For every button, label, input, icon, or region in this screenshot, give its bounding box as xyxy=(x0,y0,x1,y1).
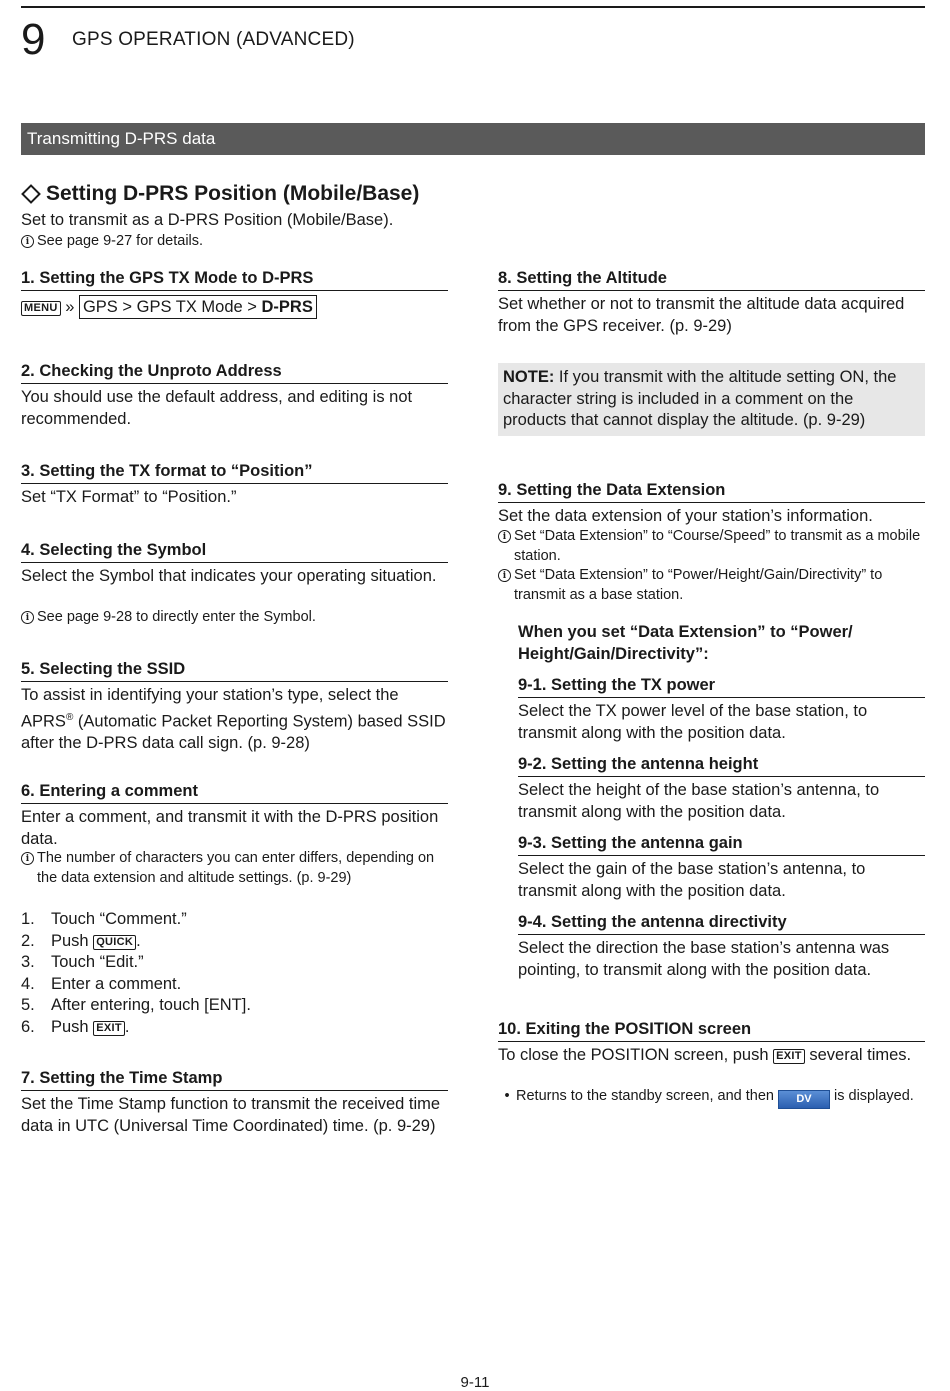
step-number: 1. xyxy=(21,910,35,928)
subsection-9-2-heading: 9-2. Setting the antenna height xyxy=(518,754,925,777)
step-text: Enter a comment. xyxy=(51,974,182,993)
info-icon xyxy=(21,235,34,248)
dv-mode-icon: DV xyxy=(778,1090,830,1109)
step-text-post: . xyxy=(136,931,141,950)
step-number: 6. xyxy=(21,1017,35,1036)
step-text-post: . xyxy=(124,1017,130,1036)
section-7-body: Set the Time Stamp function to transmit the received time data in UTC (Universal Time Coordinated) time. (p. 9-29) xyxy=(21,1095,441,1135)
step-text: Touch “Comment.” xyxy=(51,910,187,928)
top-rule xyxy=(21,6,925,8)
section-5-body xyxy=(21,685,448,754)
path-arrow: » xyxy=(65,298,75,316)
intro-text: Set to transmit as a D-PRS Position (Mobile/Base). xyxy=(21,211,394,229)
section-10-body-post: several times. xyxy=(804,1046,912,1064)
menu-path-prefix: GPS > GPS TX Mode > xyxy=(82,298,262,316)
list-item xyxy=(21,1017,448,1039)
menu-path-box xyxy=(79,295,317,319)
info-icon xyxy=(498,530,511,543)
subsection-9-4-heading: 9-4. Setting the antenna directivity xyxy=(518,912,925,935)
section-4-note-text: See page 9-28 to directly enter the Symbol. xyxy=(37,609,316,625)
section-10-bullet xyxy=(498,1087,925,1109)
page-title-text: Setting D-PRS Position (Mobile/Base) xyxy=(46,182,420,205)
section-5-body-b: (Automatic Packet Reporting System) based SSID after the D-PRS data call sign. (p. 9-28) xyxy=(21,712,446,752)
info-icon xyxy=(21,852,34,865)
section-2-body: You should use the default address, and editing is not recommended. xyxy=(21,388,413,428)
diamond-icon xyxy=(21,184,41,204)
section-banner xyxy=(21,123,925,155)
step-text-pre: Push xyxy=(51,1017,94,1036)
list-item xyxy=(21,952,448,974)
page-number: 9-11 xyxy=(460,1374,490,1391)
subsection-9-4-body: Select the direction the base station’s antenna was pointing, to transmit along with the position data. xyxy=(518,939,890,979)
section-9-heading: 9. Setting the Data Extension xyxy=(498,480,925,503)
section-9-note-1-text: Set “Data Extension” to “Course/Speed” to transmit as a mobile station. xyxy=(514,528,921,564)
exit-key: EXIT xyxy=(93,1021,125,1036)
section-8-heading: 8. Setting the Altitude xyxy=(498,268,925,291)
step-text xyxy=(51,1017,129,1039)
section-6-note xyxy=(21,849,448,888)
section-8-body: Set whether or not to transmit the altitude data acquired from the GPS receiver. (p. 9-29) xyxy=(498,295,905,335)
section-3-heading: 3. Setting the TX format to “Position” xyxy=(21,461,448,484)
step-number: 4. xyxy=(21,974,35,993)
subsection-9-3-heading: 9-3. Setting the antenna gain xyxy=(518,833,925,856)
section-7-heading: 7. Setting the Time Stamp xyxy=(21,1068,448,1091)
step-text-pre: Push xyxy=(51,931,94,950)
section-4-note xyxy=(21,608,448,628)
section-10-body-pre: To close the POSITION screen, push xyxy=(498,1046,774,1064)
section-9-note-2-text: Set “Data Extension” to “Power/Height/Gain/Directivity” to transmit as a base station. xyxy=(514,567,883,603)
section-6-heading: 6. Entering a comment xyxy=(21,781,448,804)
section-2-heading: 2. Checking the Unproto Address xyxy=(21,361,448,384)
subsection-9-2-body: Select the height of the base station’s antenna, to transmit along with the position data. xyxy=(518,781,880,821)
intro-note-text: See page 9-27 for details. xyxy=(37,233,204,249)
section-3-body: Set “TX Format” to “Position.” xyxy=(21,488,237,506)
bullet-dot: • xyxy=(504,1088,510,1104)
list-item xyxy=(21,909,448,931)
list-item xyxy=(21,995,448,1017)
section-5-body-a: To assist in identifying your station’s type, select the APRS xyxy=(21,686,399,730)
note-label: NOTE: xyxy=(503,368,555,386)
section-9-note-1 xyxy=(498,527,925,566)
banner-title: Transmitting D-PRS data xyxy=(27,129,216,148)
step-number: 5. xyxy=(21,996,35,1014)
chapter-title: GPS OPERATION (ADVANCED) xyxy=(72,29,355,50)
list-item xyxy=(21,931,448,953)
section-9-note-2 xyxy=(498,566,925,605)
section-10-body xyxy=(498,1045,925,1067)
section-6-note-text: The number of characters you can enter differs, depending on the data extension and altitude settings. (p. 9-29) xyxy=(37,850,435,886)
step-text: Touch “Edit.” xyxy=(51,953,144,971)
step-text: After entering, touch [ENT]. xyxy=(51,996,251,1014)
section-1-heading: 1. Setting the GPS TX Mode to D-PRS xyxy=(21,268,448,291)
section-5-heading: 5. Selecting the SSID xyxy=(21,659,448,682)
info-icon xyxy=(21,611,34,624)
registered-mark: ® xyxy=(65,711,74,723)
chapter-number: 9 xyxy=(21,15,46,64)
menu-path-value: D-PRS xyxy=(261,298,313,316)
quick-key: QUICK xyxy=(93,935,136,950)
list-item xyxy=(21,974,448,996)
section-4-heading: 4. Selecting the Symbol xyxy=(21,540,448,563)
altitude-note-box xyxy=(498,363,925,436)
info-icon xyxy=(498,569,511,582)
section-10-heading: 10. Exiting the POSITION screen xyxy=(498,1019,925,1042)
intro-note xyxy=(21,232,448,252)
gps-tx-mode-path xyxy=(21,295,448,319)
step-number: 3. xyxy=(21,953,35,971)
section-9-body: Set the data extension of your station’s information. xyxy=(498,507,873,525)
step-number: 2. xyxy=(21,931,35,950)
subsection-9-1-body: Select the TX power level of the base station, to transmit along with the position data. xyxy=(518,702,868,742)
section-10-bullet-text xyxy=(516,1087,914,1109)
step-text xyxy=(51,931,141,953)
note-text: If you transmit with the altitude setting ON, the character string is included in a comment on the products that cannot display the altitude. (p. 9-29) xyxy=(503,368,897,429)
subsection-9-3-body: Select the gain of the base station’s antenna, to transmit along with the position data. xyxy=(518,860,866,900)
section-6-body: Enter a comment, and transmit it with the D-PRS position data. xyxy=(21,808,439,848)
page-title xyxy=(21,180,419,208)
bullet-text-pre: Returns to the standby screen, and then xyxy=(516,1088,778,1104)
subsection-9-1-heading: 9-1. Setting the TX power xyxy=(518,675,925,698)
menu-key: MENU xyxy=(21,301,61,316)
section-4-body: Select the Symbol that indicates your operating situation. xyxy=(21,567,437,585)
exit-key: EXIT xyxy=(773,1049,805,1064)
data-extension-sub-intro: When you set “Data Extension” to “Power/ Height/Gain/Directivity”: xyxy=(518,623,853,663)
bullet-text-post: is displayed. xyxy=(829,1088,914,1104)
comment-steps-list xyxy=(21,909,448,1038)
